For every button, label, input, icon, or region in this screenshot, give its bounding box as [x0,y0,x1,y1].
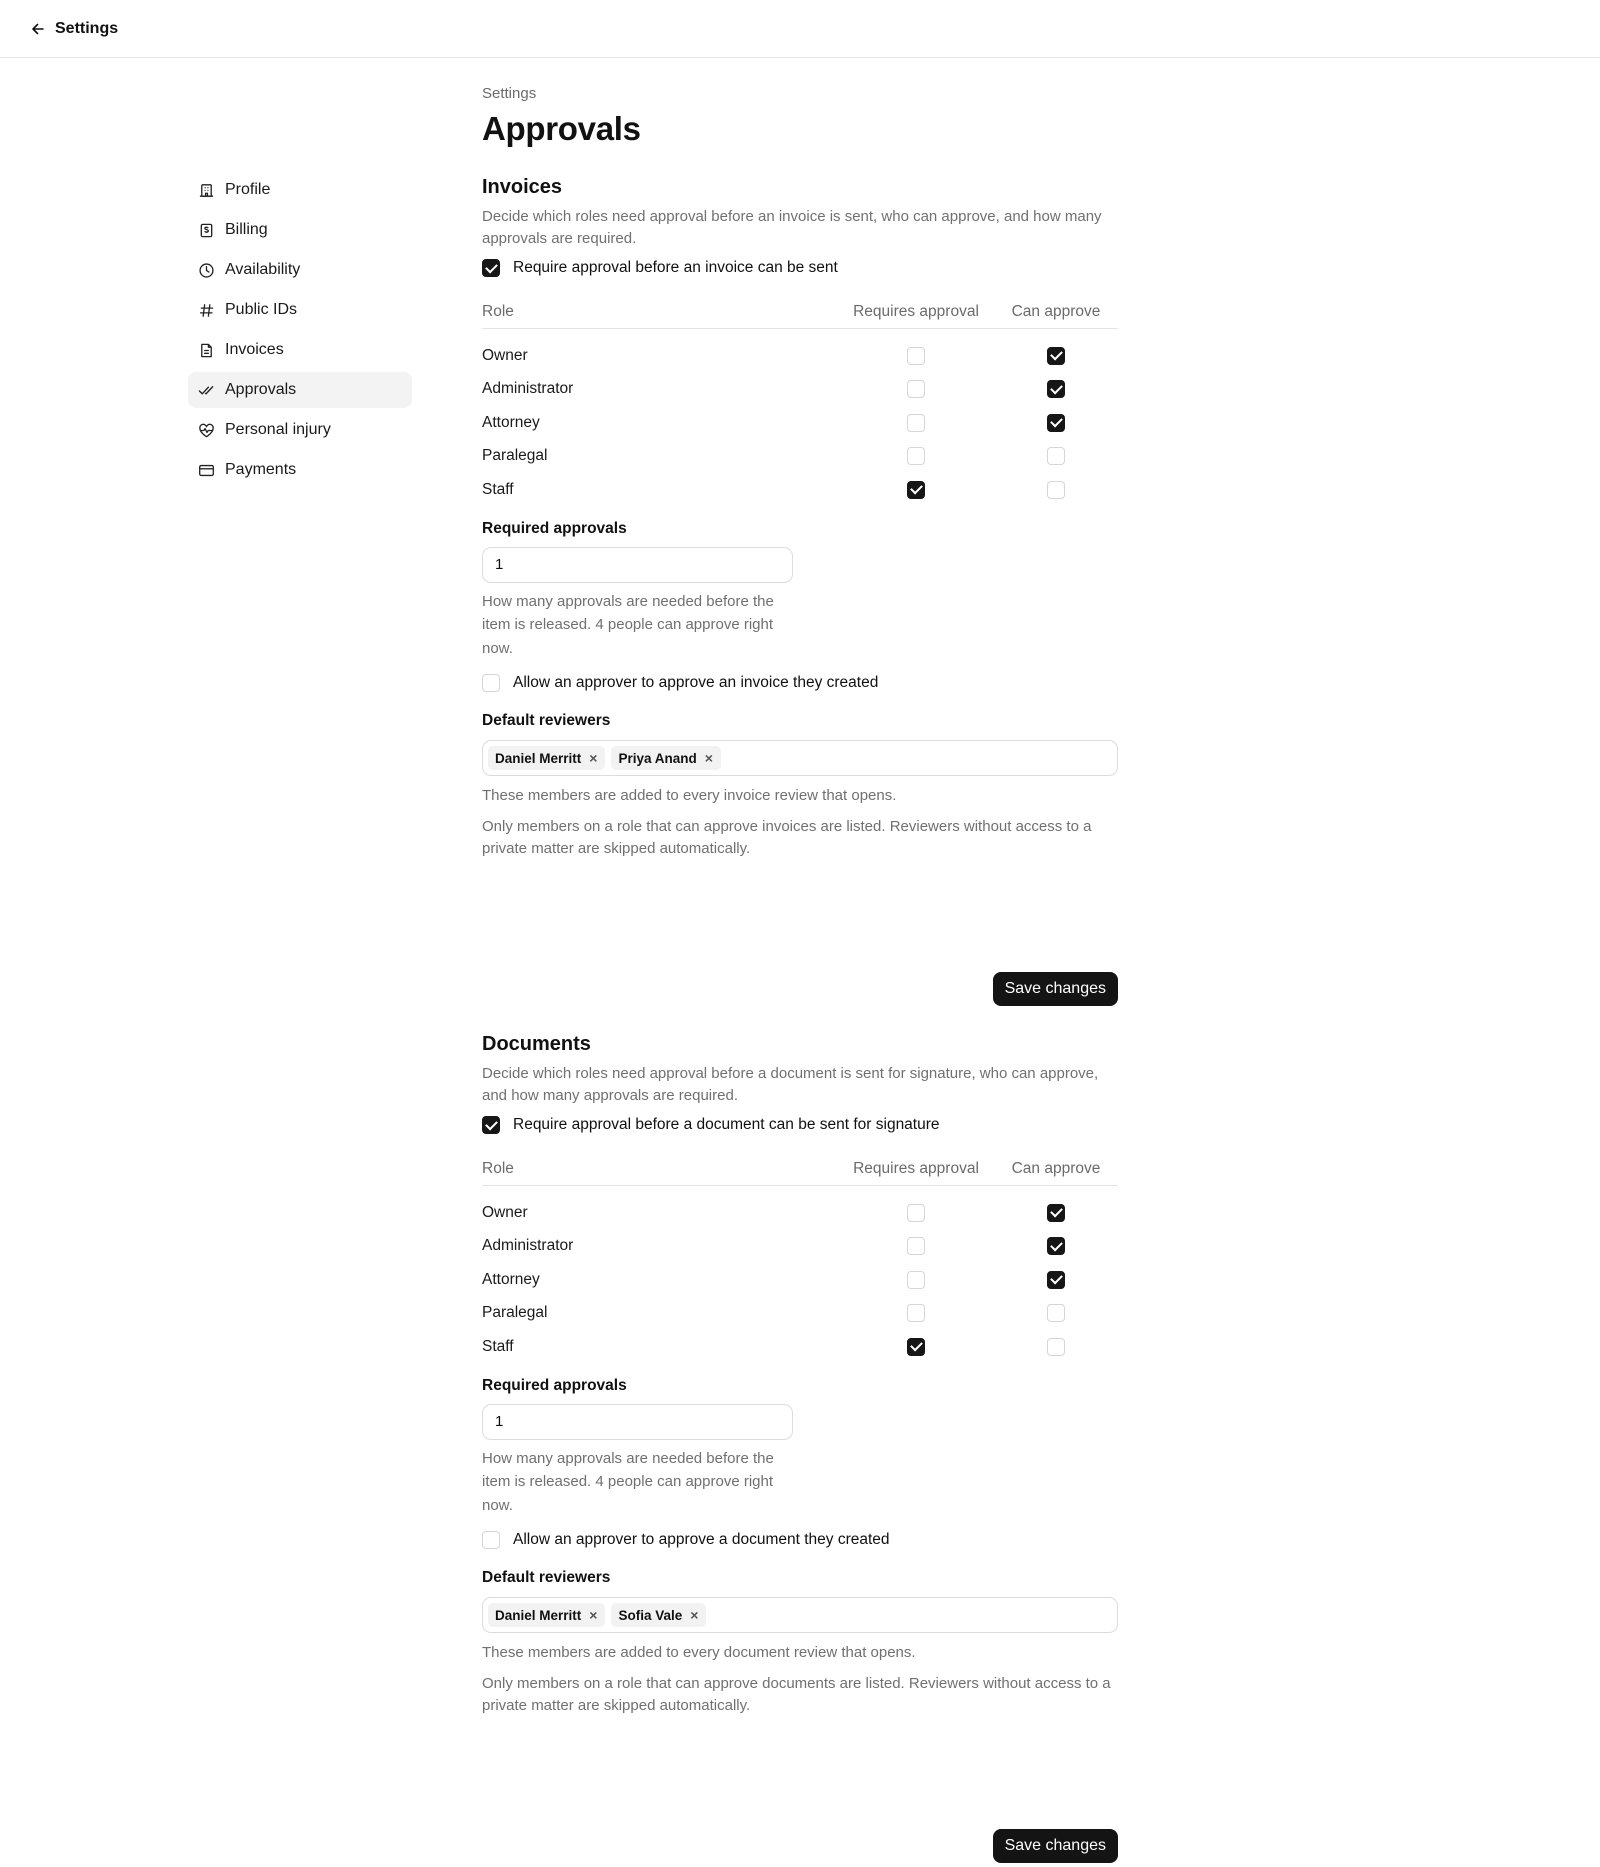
required-approvals-label: Required approvals [482,519,627,537]
credit-card-icon [198,462,215,479]
table-row [482,1196,1118,1230]
required-approvals-input[interactable] [482,1404,793,1440]
reviewers-note: Only members on a role that can approve invoices are listed. Reviewers without access to a private matter are skipped automatically. [482,817,1092,857]
self-approve-row[interactable] [482,1531,1118,1549]
top-bar [0,0,1600,58]
reviewer-name: Daniel Merritt [495,750,582,766]
reviewer-name: Sofia Vale [618,1607,683,1623]
role-name: Attorney [482,413,540,431]
can-approve-checkbox[interactable] [1047,1237,1065,1255]
remove-icon[interactable]: × [589,750,598,766]
documents-section [482,1031,1118,1854]
table-header [482,1152,1118,1186]
invoices-section [482,174,1118,997]
table-row [482,1230,1118,1264]
roles-table [482,1152,1118,1364]
section-title: Invoices [482,176,563,198]
require-approval-checkbox[interactable] [482,259,500,277]
can-approve-checkbox[interactable] [1047,481,1065,499]
sidebar-item-label: Profile [225,181,271,198]
self-approve-label: Allow an approver to approve an invoice they created [513,674,879,691]
self-approve-row[interactable] [482,674,1118,692]
can-approve-checkbox[interactable] [1047,347,1065,365]
can-approve-checkbox[interactable] [1047,447,1065,465]
section-description: Decide which roles need approval before an invoice is sent, who can approve, and how many approvals are required. [482,208,1102,247]
required-approvals-label: Required approvals [482,1376,627,1394]
reviewer-tag [488,746,605,770]
remove-icon[interactable]: × [704,750,713,766]
role-name: Attorney [482,1270,540,1288]
role-name: Administrator [482,380,574,398]
required-approvals-input[interactable] [482,547,793,583]
can-approve-checkbox[interactable] [1047,380,1065,398]
remove-icon[interactable]: × [589,1607,598,1623]
receipt-dollar-icon [198,222,215,239]
sidebar-item-public-ids[interactable] [188,292,412,328]
default-reviewers-label: Default reviewers [482,712,611,729]
requires-approval-checkbox[interactable] [907,447,925,465]
requires-approval-checkbox[interactable] [907,347,925,365]
sidebar-item-profile[interactable] [188,172,412,208]
column-header-requires: Requires approval [853,1159,979,1177]
remove-icon[interactable]: × [690,1607,699,1623]
reviewer-tag [488,1603,605,1627]
section-title: Documents [482,1033,591,1055]
require-approval-label: Require approval before a document can be sent for signature [513,1116,940,1133]
column-header-requires: Requires approval [853,302,979,320]
requires-approval-checkbox[interactable] [907,380,925,398]
self-approve-label: Allow an approver to approve a document they created [513,1531,890,1548]
table-row [482,1263,1118,1297]
role-name: Owner [482,1203,528,1221]
require-approval-checkbox[interactable] [482,1116,500,1134]
require-approval-row[interactable] [482,259,1118,277]
role-name: Staff [482,480,514,498]
sidebar-item-label: Payments [225,461,297,478]
role-name: Paralegal [482,1304,548,1322]
heart-pulse-icon [198,422,215,439]
sidebar-item-invoices[interactable] [188,332,412,368]
sidebar-item-personal-injury[interactable] [188,412,412,448]
settings-sidebar [188,172,412,492]
column-header-role: Role [482,302,514,320]
save-changes-button[interactable]: Save changes [993,1829,1118,1863]
building-icon [198,182,215,199]
requires-approval-checkbox[interactable] [907,1304,925,1322]
can-approve-checkbox[interactable] [1047,1338,1065,1356]
sidebar-item-label: Public IDs [225,301,298,318]
reviewers-help: These members are added to every document review that opens. [482,1644,916,1661]
sidebar-item-availability[interactable] [188,252,412,288]
default-reviewers-label: Default reviewers [482,1569,611,1586]
require-approval-label: Require approval before an invoice can be sent [513,259,838,276]
reviewers-note: Only members on a role that can approve documents are listed. Reviewers without access to a private matter are skipped automatically. [482,1674,1111,1714]
roles-table [482,295,1118,507]
main-content [482,84,1118,1854]
requires-approval-checkbox[interactable] [907,414,925,432]
back-label: Settings [55,19,119,37]
self-approve-checkbox[interactable] [482,1531,500,1549]
role-name: Administrator [482,1237,574,1255]
table-header [482,295,1118,329]
clock-icon [198,262,215,279]
column-header-can: Can approve [1011,1159,1101,1177]
role-name: Staff [482,1337,514,1355]
hash-icon [198,302,215,319]
sidebar-item-label: Approvals [225,381,297,398]
requires-approval-checkbox[interactable] [907,1204,925,1222]
reviewer-tag [611,746,720,770]
table-row [482,1297,1118,1331]
table-row [482,339,1118,373]
sidebar-item-payments[interactable] [188,452,412,488]
breadcrumb: Settings [482,85,537,102]
sidebar-item-label: Billing [225,221,268,238]
requires-approval-checkbox[interactable] [907,1237,925,1255]
page-title: Approvals [482,110,641,147]
self-approve-checkbox[interactable] [482,674,500,692]
reviewer-tag [611,1603,706,1627]
table-row [482,1330,1118,1364]
role-name: Owner [482,346,528,364]
sidebar-item-approvals[interactable] [188,372,412,408]
sidebar-item-label: Personal injury [225,421,331,438]
required-approvals-help: How many approvals are needed before the item is released. 4 people can approve right now. [482,1449,774,1514]
requires-approval-checkbox[interactable] [907,1271,925,1289]
requires-approval-checkbox[interactable] [907,481,925,499]
reviewer-name: Priya Anand [618,750,697,766]
can-approve-checkbox[interactable] [1047,1304,1065,1322]
reviewer-name: Daniel Merritt [495,1607,582,1623]
column-header-role: Role [482,1159,514,1177]
reviewers-help: These members are added to every invoice review that opens. [482,787,897,804]
can-approve-checkbox[interactable] [1047,1204,1065,1222]
can-approve-checkbox[interactable] [1047,1271,1065,1289]
back-to-settings-link[interactable] [30,20,118,38]
column-header-can: Can approve [1011,302,1101,320]
table-row [482,373,1118,407]
default-reviewers-input[interactable] [482,1597,1118,1633]
required-approvals-help: How many approvals are needed before the item is released. 4 people can approve right now. [482,592,774,657]
sidebar-item-label: Availability [225,261,301,278]
can-approve-checkbox[interactable] [1047,414,1065,432]
requires-approval-checkbox[interactable] [907,1338,925,1356]
document-icon [198,342,215,359]
table-row [482,440,1118,474]
table-row [482,406,1118,440]
save-changes-button[interactable]: Save changes [993,972,1118,1006]
table-row [482,473,1118,507]
section-description: Decide which roles need approval before a document is sent for signature, who can approve, and how many approvals are required. [482,1065,1099,1104]
sidebar-item-billing[interactable] [188,212,412,248]
double-check-icon [198,382,215,399]
role-name: Paralegal [482,447,548,465]
sidebar-item-label: Invoices [225,341,284,358]
require-approval-row[interactable] [482,1116,1118,1134]
default-reviewers-input[interactable] [482,740,1118,776]
arrow-left-icon [30,21,46,37]
